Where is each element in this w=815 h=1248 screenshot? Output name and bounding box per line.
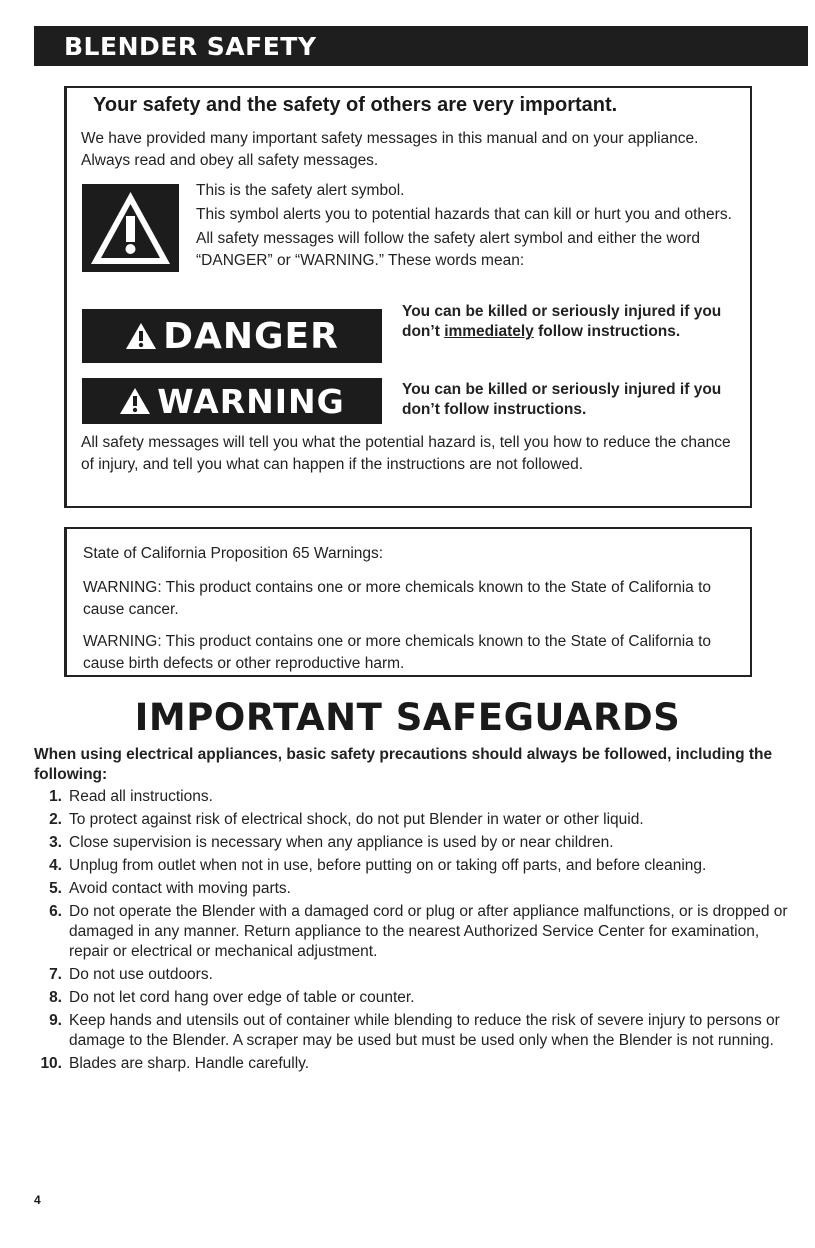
list-item: 6. Do not operate the Blender with a damaged cord or plug or after appliance malfunctions, or is dropped or damaged in any manner. Return appliance to the nearest Authorized Service Center for examination, repair or electrical or mechanical adjustment. bbox=[49, 903, 788, 960]
alert-line: All safety messages will follow the safety alert symbol and either the word “DANGER” or “WARNING.” These words mean: bbox=[196, 230, 700, 269]
list-item: 5. Avoid contact with moving parts. bbox=[49, 880, 291, 897]
prop65-title: State of California Proposition 65 Warnings: bbox=[83, 545, 384, 562]
warning-triangle-icon bbox=[125, 321, 157, 351]
list-item: 1. Read all instructions. bbox=[49, 788, 213, 805]
warning-label bbox=[82, 378, 382, 424]
safety-alert-symbol-icon bbox=[82, 184, 179, 272]
list-item: 10. Blades are sharp. Handle carefully. bbox=[40, 1055, 310, 1072]
danger-meaning: You can be killed or seriously injured if you don’t immediately follow instructions. bbox=[402, 303, 722, 340]
warning-label-text: WARNING bbox=[157, 381, 345, 421]
alert-line: This is the safety alert symbol. bbox=[196, 182, 405, 199]
list-item: 4. Unplug from outlet when not in use, before putting on or taking off parts, and before cleaning. bbox=[49, 857, 707, 874]
safety-message-box bbox=[64, 86, 752, 508]
list-item: 2. To protect against risk of electrical shock, do not put Blender in water or other liquid. bbox=[49, 811, 644, 828]
safety-box-outro: All safety messages will tell you what the potential hazard is, tell you how to reduce the chance of injury, and tell you what can happen if the instructions are not followed. bbox=[81, 434, 731, 473]
safeguards-intro: When using electrical appliances, basic safety precautions should always be followed, including the following: bbox=[34, 746, 773, 783]
warning-meaning: You can be killed or seriously injured if you don’t follow instructions. bbox=[402, 381, 722, 418]
list-item: 8. Do not let cord hang over edge of table or counter. bbox=[49, 989, 415, 1006]
page-number: 4 bbox=[34, 1193, 41, 1207]
safety-box-intro: We have provided many important safety messages in this manual and on your appliance. Always read and obey all safety messages. bbox=[81, 130, 699, 169]
banner-title: BLENDER SAFETY bbox=[64, 32, 317, 61]
section-banner bbox=[34, 26, 808, 66]
warning-triangle-icon bbox=[119, 386, 151, 416]
list-item: 3. Close supervision is necessary when any appliance is used by or near children. bbox=[49, 834, 614, 851]
danger-label-text: DANGER bbox=[163, 315, 339, 357]
underlined-word: immediately bbox=[444, 323, 534, 340]
alert-symbol-explanation bbox=[196, 180, 741, 274]
list-item: 7. Do not use outdoors. bbox=[49, 966, 213, 983]
danger-label bbox=[82, 309, 382, 363]
safeguards-title: IMPORTANT SAFEGUARDS bbox=[134, 696, 681, 739]
prop65-warning-reproductive: WARNING: This product contains one or more chemicals known to the State of California to cause birth defects or other reproductive harm. bbox=[83, 633, 712, 672]
prop65-warning-cancer: WARNING: This product contains one or more chemicals known to the State of California to cause cancer. bbox=[83, 579, 712, 618]
list-item: 9. Keep hands and utensils out of container while blending to reduce the risk of severe injury to persons or damage to the Blender. A scraper may be used but must be used only when the Blender is not running. bbox=[49, 1012, 780, 1049]
prop65-box bbox=[64, 527, 752, 677]
safety-box-heading: Your safety and the safety of others are very important. bbox=[93, 94, 618, 116]
safeguards-list bbox=[36, 787, 796, 1077]
alert-line: This symbol alerts you to potential hazards that can kill or hurt you and others. bbox=[196, 206, 732, 223]
